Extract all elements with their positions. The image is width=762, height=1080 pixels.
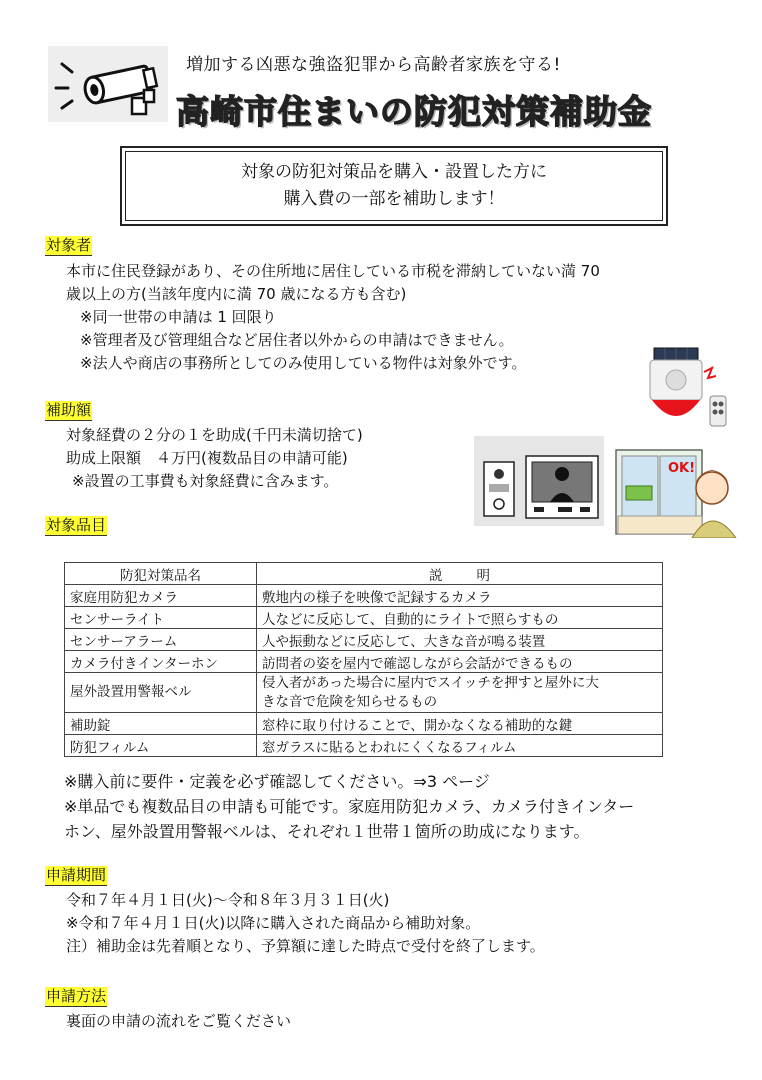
item-desc: 人などに反応して、自動的にライトで照らすもの <box>257 607 663 629</box>
items-note-1: ※購入前に要件・定義を必ず確認してください。⇒3 ページ <box>64 772 490 791</box>
subsidy-heading: 補助額 <box>46 401 92 419</box>
item-name: 防犯フィルム <box>65 735 257 757</box>
subsidy-line-2: 助成上限額 ４万円(複数品目の申請可能) <box>66 449 348 467</box>
subsidy-note: ※設置の工事費も対象経費に含みます。 <box>72 472 339 490</box>
eligibility-line-2: 歳以上の方(当該年度内に満 70 歳になる方も含む) <box>66 285 407 303</box>
eligibility-line-1: 本市に住民登録があり、その住所地に居住している市税を滞納していない満 70 <box>66 262 600 280</box>
eligibility-note-3: ※法人や商店の事務所としてのみ使用している物件は対象外です。 <box>80 354 527 372</box>
item-desc: 窓ガラスに貼るとわれにくくなるフィルム <box>257 735 663 757</box>
lead-line-1: 対象の防犯対策品を購入・設置した方に <box>241 162 547 182</box>
eligibility-heading: 対象者 <box>46 236 92 254</box>
table-row <box>65 585 663 607</box>
page-subtitle: 増加する凶悪な強盗犯罪から高齢者家族を守る! <box>186 55 561 75</box>
item-name: センサーライト <box>65 607 257 629</box>
camera-intercom-illustration <box>474 436 604 526</box>
table-row <box>65 629 663 651</box>
items-heading: 対象品目 <box>46 516 107 534</box>
window-lock-illustration <box>612 446 742 538</box>
item-desc: 人や振動などに反応して、大きな音が鳴る装置 <box>257 629 663 651</box>
table-row <box>65 651 663 673</box>
ok-text: OK! <box>668 461 696 476</box>
item-desc: 窓枠に取り付けることで、開かなくなる補助的な鍵 <box>257 713 663 735</box>
item-name: 屋外設置用警報ベル <box>65 673 257 713</box>
eligibility-note-1: ※同一世帯の申請は 1 回限り <box>80 308 277 326</box>
item-name: 補助錠 <box>65 713 257 735</box>
item-desc-line-1: 侵入者があった場合に屋内でスイッチを押すと屋外に大 <box>262 674 599 691</box>
period-heading: 申請期間 <box>46 866 107 884</box>
item-name: カメラ付きインターホン <box>65 651 257 673</box>
col-header-desc: 説 明 <box>257 563 663 585</box>
item-desc <box>257 673 663 713</box>
item-name: センサーアラーム <box>65 629 257 651</box>
page-title: 高崎市住まいの防犯対策補助金 <box>176 92 652 131</box>
items-table <box>64 562 663 757</box>
lead-line-2: 購入費の一部を補助します！ <box>283 189 505 209</box>
eligibility-note-2: ※管理者及び管理組合など居住者以外からの申請はできません。 <box>80 331 514 349</box>
method-line-1: 裏面の申請の流れをご覧ください <box>66 1012 292 1030</box>
col-header-name: 防犯対策品名 <box>65 563 257 585</box>
subsidy-line-1: 対象経費の２分の１を助成(千円未満切捨て) <box>66 426 363 444</box>
items-note-3: ホン、屋外設置用警報ベルは、それぞれ１世帯１箇所の助成になります。 <box>64 822 590 841</box>
lead-box <box>120 146 668 226</box>
method-heading: 申請方法 <box>46 987 107 1005</box>
item-desc: 訪問者の姿を屋内で確認しながら会話ができるもの <box>257 651 663 673</box>
table-row <box>65 607 663 629</box>
item-desc: 敷地内の様子を映像で記録するカメラ <box>257 585 663 607</box>
table-header-row <box>65 563 663 585</box>
item-name: 家庭用防犯カメラ <box>65 585 257 607</box>
items-note-2: ※単品でも複数品目の申請も可能です。家庭用防犯カメラ、カメラ付きインター <box>64 797 635 816</box>
period-line-1: 令和７年４月１日(火)～令和８年３月３１日(火) <box>66 891 390 909</box>
sensor-alarm-illustration <box>638 346 738 432</box>
table-row <box>65 673 663 713</box>
period-line-3: 注）補助金は先着順となり、予算額に達した時点で受付を終了します。 <box>66 937 545 955</box>
period-line-2: ※令和７年４月１日(火)以降に購入された商品から補助対象。 <box>66 914 481 932</box>
table-row <box>65 713 663 735</box>
table-row <box>65 735 663 757</box>
item-desc-line-2: きな音で危険を知らせるもの <box>262 693 438 710</box>
security-camera-icon <box>48 46 168 122</box>
